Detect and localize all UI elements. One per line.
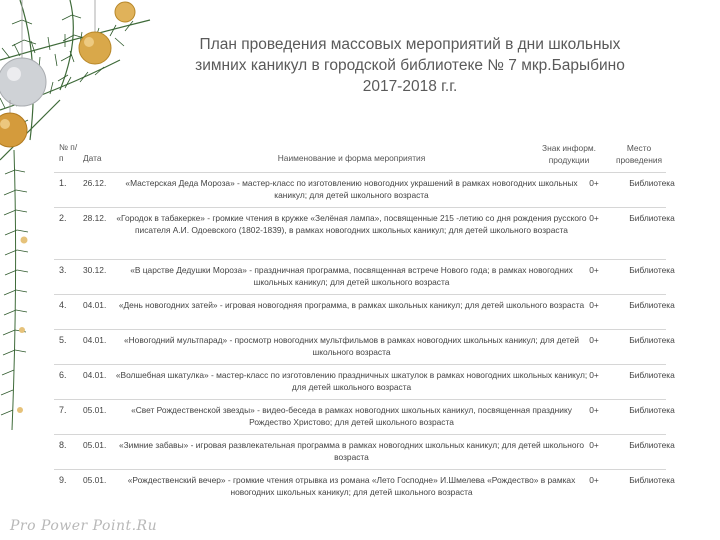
ornament-bead [17,407,23,413]
row-num: 9. [59,475,67,485]
header-date: Дата [83,153,102,163]
row-name: «Зимние забавы» - игровая развлекательная программа в рамках новогодних школьных каникул; для детей школьного возраста [118,440,585,462]
ornament-gold [79,32,111,64]
table-row [54,434,675,469]
row-date: 04.01. [83,370,107,380]
table-row [54,364,675,399]
row-num: 5. [59,335,67,345]
row-num: 6. [59,370,67,380]
table-row [54,207,675,259]
row-place: Библиотека [629,265,675,275]
row-mark: 0+ [589,335,599,345]
row-name: «День новогодних затей» - игровая новогодняя программа, в рамках школьных каникул; для детей школьного возраста [118,300,585,310]
ornament-bead [21,237,28,244]
table-row [54,469,675,518]
row-place: Библиотека [629,475,675,485]
row-name: «Новогодний мультпарад» - просмотр новогодних мультфильмов в рамках новогодних школьных каникул; для детей школьного возраста [123,335,580,357]
table-row [54,329,675,364]
title-line-1: План проведения массовых мероприятий в дни школьных [199,36,621,53]
row-mark: 0+ [589,213,599,223]
row-date: 05.01. [83,405,107,415]
row-num: 7. [59,405,67,415]
row-place: Библиотека [629,440,675,450]
row-date: 30.12. [83,265,107,275]
row-num: 1. [59,178,67,188]
table-header [54,140,666,172]
row-name: «Волшебная шкатулка» - мастер-класс по изготовлению праздничных шкатулок в рамках новогодних школьных каникул; для детей школьного возраста [115,370,588,392]
row-name: «Свет Рождественской звезды» - видео-беседа в рамках новогодних школьных каникул, посвященная празднику Рождество Христово; для детей школьного возраста [131,405,572,427]
ornament-bead [19,327,25,333]
events-table [54,140,675,518]
header-num: № п/п [59,142,78,163]
row-name: «Мастерская Деда Мороза» - мастер-класс по изготовлению новогодних украшений в рамках новогодних школьных каникул; для детей школьного возраста [125,178,578,200]
row-name: «Рождественский вечер» - громкие чтения отрывка из романа «Лето Господне» И.Шмелева «Рождество» в рамках новогодних школьных каникул; для детей школьного возраста [127,475,576,497]
row-num: 2. [59,213,67,223]
page-title [165,34,655,97]
row-place: Библиотека [629,178,675,188]
row-date: 05.01. [83,440,107,450]
watermark-text: Pro Power Point.Ru [10,518,158,534]
row-place: Библиотека [629,370,675,380]
row-mark: 0+ [589,178,599,188]
pine-branches [0,0,150,160]
row-date: 05.01. [83,475,107,485]
row-date: 26.12. [83,178,107,188]
row-date: 28.12. [83,213,107,223]
row-name: «В царстве Дедушки Мороза» - праздничная программа, посвященная встрече Нового года; в рамках новогодних школьных каникул; для детей школьного возраста [130,265,573,287]
ornament-silver [0,58,46,106]
row-num: 8. [59,440,67,450]
row-num: 3. [59,265,67,275]
title-line-2: зимних каникул в городской библиотеке № 7 мкр.Барыбино [195,57,625,74]
title-line-3: 2017-2018 г.г. [362,78,458,95]
row-mark: 0+ [589,370,599,380]
row-mark: 0+ [589,405,599,415]
table-row [54,294,675,329]
table-row [54,172,675,207]
row-mark: 0+ [589,440,599,450]
table-row [54,259,675,294]
row-place: Библиотека [629,300,675,310]
row-mark: 0+ [589,475,599,485]
header-place: Место проведения [615,143,663,165]
ornament-gold-large [0,113,27,147]
row-date: 04.01. [83,300,107,310]
table-row [54,399,675,434]
ornament-gold-small [115,2,135,22]
row-date: 04.01. [83,335,107,345]
row-name: «Городок в табакерке» - громкие чтения в кружке «Зелёная лампа», посвященные 215 -летию со дня рождения русского писателя А.И. Одоевского (1802-1839), в рамках новогодних школьных каникул; для детей школьного возраста [116,213,587,235]
row-place: Библиотека [629,335,675,345]
row-place: Библиотека [629,213,675,223]
header-mark: Знак информ. продукции [542,143,596,165]
row-mark: 0+ [589,265,599,275]
header-name: Наименование и форма мероприятия [277,153,426,163]
row-mark: 0+ [589,300,599,310]
row-place: Библиотека [629,405,675,415]
row-num: 4. [59,300,67,310]
